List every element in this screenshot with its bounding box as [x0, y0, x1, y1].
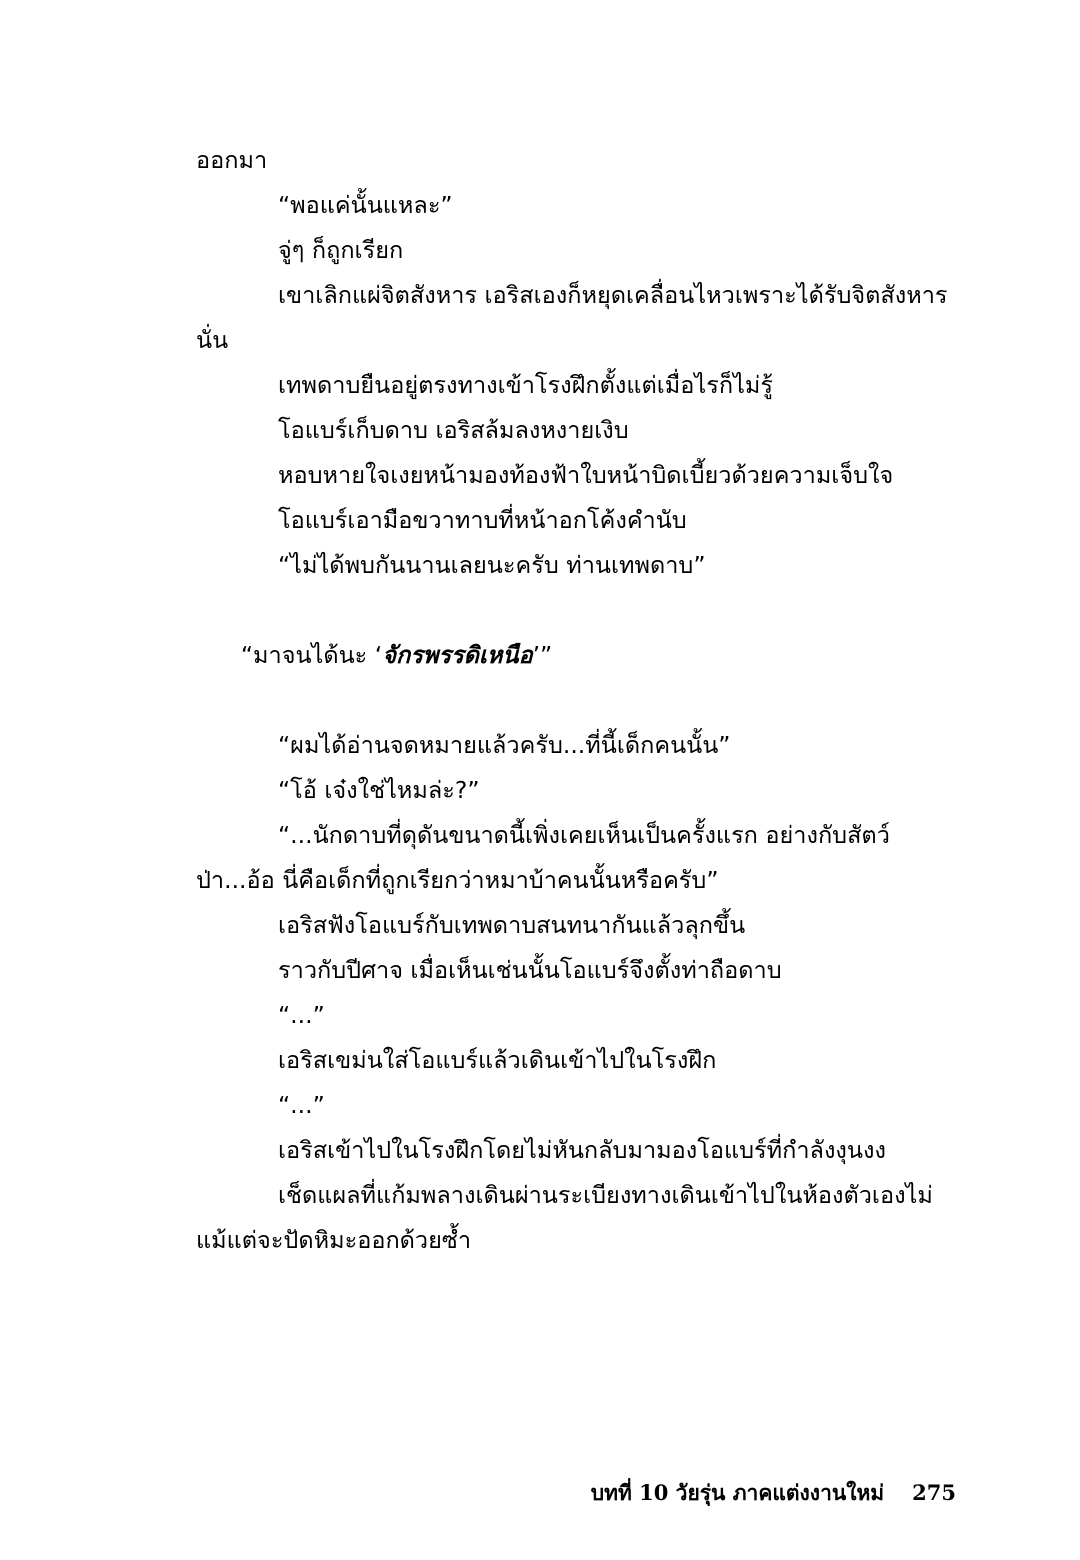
paragraph: “โอ้ เจ๋งใช่ไหมล่ะ?”: [278, 776, 480, 804]
paragraph-with-emphasis: [196, 588, 956, 723]
paragraph: จู่ๆ ก็ถูกเรียก: [278, 236, 404, 264]
page-footer: [196, 1452, 956, 1535]
paragraph: เช็ดแผลที่แก้มพลางเดินผ่านระเบียงทางเดินเข้าไปในห้องตัวเองไม่แม้แต่จะปัดหิมะออกด้วยซ้ำ: [196, 1181, 933, 1254]
paragraph: เขาเลิกแผ่จิตสังหาร เอริสเองก็หยุดเคลื่อนไหวเพราะได้รับจิตสังหารนั่น: [196, 281, 948, 354]
paragraph: หอบหายใจเงยหน้ามองท้องฟ้าใบหน้าบิดเบี้ยวด้วยความเจ็บใจ: [278, 461, 894, 489]
paragraph: “...”: [278, 1001, 325, 1029]
paragraph: “พอแค่นั้นแหละ”: [278, 191, 453, 219]
page-number: 275: [912, 1480, 956, 1505]
paragraph: “...นักดาบที่ดุดันขนาดนี้เพิ่งเคยเห็นเป็นครั้งแรก อย่างกับสัตว์ป่า...อ้อ นี่คือเด็กที่ถูกเรียกว่าหมาบ้าคนนั้นหรือครับ”: [196, 821, 890, 894]
paragraph: “...”: [278, 1091, 325, 1119]
footer-chapter-title: บทที่ 10 วัยรุ่น ภาคแต่งงานใหม่: [590, 1480, 885, 1505]
paragraph: “ไม่ได้พบกันนานเลยนะครับ ท่านเทพดาบ”: [278, 551, 706, 579]
quote-open-text: “มาจนได้นะ ‘: [240, 641, 383, 669]
paragraph: เทพดาบยืนอยู่ตรงทางเข้าโรงฝึกตั้งแต่เมื่อไรก็ไม่รู้: [278, 371, 774, 399]
paragraph: เอริสเข้าไปในโรงฝึกโดยไม่หันกลับมามองโอแบร์ที่กำลังงุนงง: [278, 1136, 886, 1164]
quote-close-text: ’”: [532, 641, 553, 669]
paragraph: โอแบร์เก็บดาบ เอริสล้มลงหงายเงิบ: [278, 416, 629, 444]
paragraph: “ผมได้อ่านจดหมายแล้วครับ...ที่นี้เด็กคนนั้น”: [278, 731, 731, 759]
paragraph: เอริสเขม่นใส่โอแบร์แล้วเดินเข้าไปในโรงฝึก: [278, 1046, 717, 1074]
paragraph: ราวกับปีศาจ เมื่อเห็นเช่นนั้นโอแบร์จึงตั้งท่าถือดาบ: [278, 956, 782, 984]
emphasized-title: จักรพรรดิเหนือ: [382, 641, 533, 669]
paragraph: โอแบร์เอามือขวาทาบที่หน้าอกโค้งคำนับ: [278, 506, 687, 534]
paragraph: ออกมา: [196, 146, 268, 174]
paragraph: เอริสฟังโอแบร์กับเทพดาบสนทนากันแล้วลุกขึ้น: [278, 911, 746, 939]
page-text-body: [196, 138, 956, 1263]
